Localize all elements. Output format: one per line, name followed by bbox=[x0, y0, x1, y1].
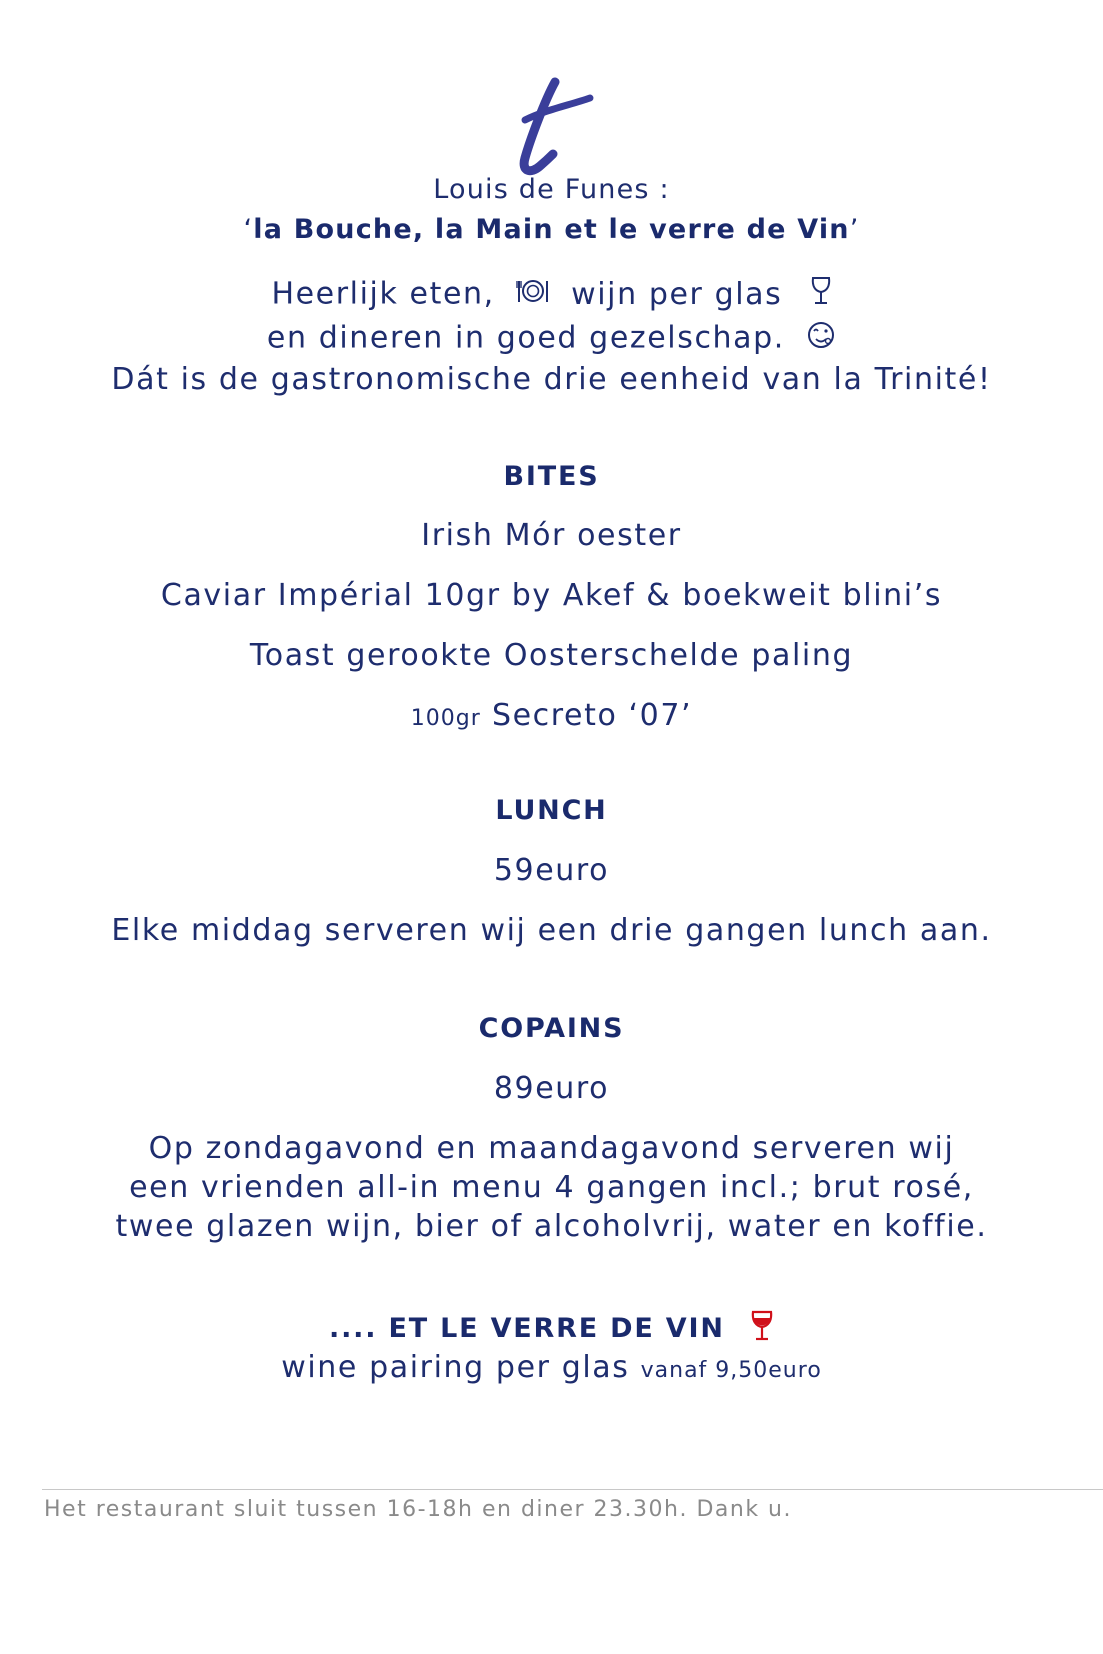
plate-cutlery-icon bbox=[516, 277, 550, 313]
wine-pairing-price: vanaf 9,50euro bbox=[640, 1358, 822, 1383]
tagline-text-2: en dineren in goed gezelschap. bbox=[266, 320, 785, 356]
wine-heading-line bbox=[0, 1310, 1103, 1349]
secreto-weight: 100gr bbox=[410, 706, 481, 731]
footer-divider bbox=[42, 1489, 1103, 1490]
tagline-text-1: Heerlijk eten, bbox=[271, 276, 495, 312]
wine-pairing: wine pairing per glas bbox=[281, 1350, 630, 1385]
quote-open: ‘ bbox=[243, 214, 254, 245]
tagline-line-1 bbox=[0, 276, 1103, 314]
tagline-line-3: Dát is de gastronomische drie eenheid van la Trinité! bbox=[111, 362, 992, 397]
wine-glass-icon bbox=[810, 276, 832, 314]
secreto-name: Secreto ‘07’ bbox=[491, 698, 693, 733]
tagline-text-1b: wijn per glas bbox=[571, 276, 783, 312]
footer-note: Het restaurant sluit tussen 16-18h en diner 23.30h. Dank u. bbox=[44, 1497, 792, 1522]
lunch-heading: LUNCH bbox=[495, 795, 608, 826]
wine-pairing-line bbox=[0, 1350, 1103, 1385]
red-wine-glass-icon bbox=[750, 1310, 774, 1349]
copains-price: 89euro bbox=[493, 1071, 610, 1106]
bites-heading: BITES bbox=[503, 461, 600, 492]
bites-item-secreto bbox=[0, 698, 1103, 733]
face-emoji-icon bbox=[806, 320, 836, 358]
intro-line: Louis de Funes : bbox=[433, 174, 670, 205]
bites-item: Irish Mór oester bbox=[421, 518, 682, 553]
quote-close: ’ bbox=[849, 214, 860, 245]
copains-heading: COPAINS bbox=[478, 1013, 625, 1044]
wine-heading: .... ET LE VERRE DE VIN bbox=[329, 1313, 725, 1344]
copains-description-line: een vrienden all-in menu 4 gangen incl.; brut rosé, bbox=[129, 1170, 974, 1205]
lunch-price: 59euro bbox=[493, 853, 610, 888]
lunch-description: Elke middag serveren wij een drie gangen lunch aan. bbox=[111, 913, 992, 948]
bites-item: Toast gerookte Oosterschelde paling bbox=[249, 638, 854, 673]
intro-quote bbox=[0, 214, 1103, 245]
tagline-line-2 bbox=[0, 320, 1103, 358]
copains-description-line: Op zondagavond en maandagavond serveren wij bbox=[148, 1131, 955, 1166]
script-t-logo-icon bbox=[495, 70, 625, 185]
copains-description-line: twee glazen wijn, bier of alcoholvrij, water en koffie. bbox=[115, 1209, 988, 1244]
bites-item: Caviar Impérial 10gr by Akef & boekweit blini’s bbox=[160, 578, 943, 613]
quote-text: la Bouche, la Main et le verre de Vin bbox=[253, 214, 850, 245]
